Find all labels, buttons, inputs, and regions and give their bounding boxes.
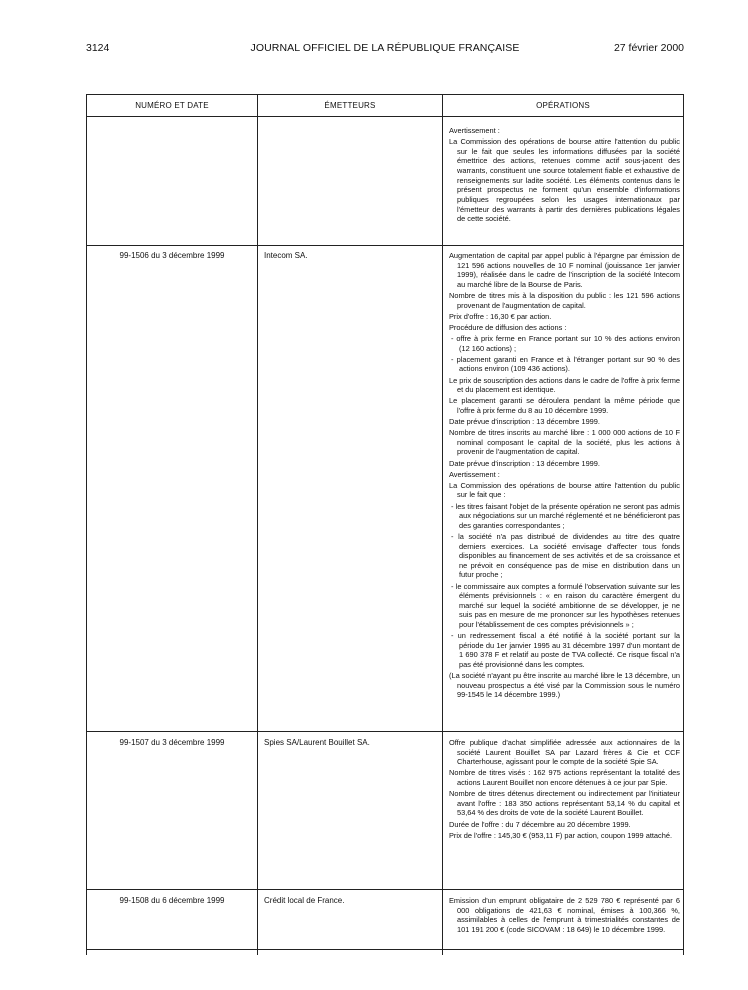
row-divider [87, 731, 683, 732]
operation-text: Augmentation de capital par appel public à l'épargne par émission de 121 596 actions nouvelles de 10 F nominal (jouissance 1er janvier 1999), réalisée dans le cadre de l'inscription de la société Intecom au marché libre de la Bourse de Paris. [449, 251, 680, 289]
page-number: 3124 [86, 42, 110, 54]
operation-text: - un redressement fiscal a été notifié à la société portant sur la période du 1er janvier 1995 au 31 décembre 1997 d'un montant de 1 690 378 F et relatif au poste de TVA collecté. Ce risque fiscal n'a pas été provisionné dans les comptes. [451, 631, 680, 669]
operation-text: Avertissement : [449, 126, 500, 135]
operations-table [86, 94, 684, 955]
operation-text: - placement garanti en France et à l'étranger portant sur 90 % des actions environ (109 436 actions). [451, 354, 680, 374]
row-divider [87, 889, 683, 890]
operation-text: Procédure de diffusion des actions : [449, 322, 567, 332]
page-header [86, 42, 684, 56]
operation-text: Le placement garanti se déroulera pendant la même période que l'offre à prix ferme du 8 au 10 décembre 1999. [449, 396, 680, 415]
operation-text: - offre à prix ferme en France portant sur 10 % des actions environ (12 160 actions) ; [451, 334, 680, 353]
operation-text: Prix de l'offre : 145,30 € (953,11 F) par action, coupon 1999 attaché. [449, 830, 672, 840]
operation-text: Le prix de souscription des actions dans le cadre de l'offre à prix ferme et du placement est identique. [449, 375, 680, 395]
header-divider [87, 116, 683, 117]
operation-text: Nombre de titres visés : 162 975 actions représentant la totalité des actions Laurent Bouillet non encore détenues à ce jour par Spie. [449, 768, 680, 787]
column-header-numero: NUMÉRO ET DATE [135, 101, 209, 110]
operation-text: Avertissement : [449, 469, 500, 479]
operation-text: Emission d'un emprunt obligataire de 2 529 780 € représenté par 6 000 obligations de 421,63 € nominal, émises à 100,366 %, assimilables à celles de l'emprunt à trimestrialités constantes de 101 191 200 € (code SICOVAM : 18 649) le 10 décembre 1999. [449, 896, 680, 934]
operation-text: Date prévue d'inscription : 13 décembre 1999. [449, 417, 600, 426]
operation-text: Prix d'offre : 16,30 € par action. [449, 311, 552, 321]
operation-text: Date prévue d'inscription : 13 décembre 1999. [449, 458, 600, 468]
issue-date: 27 février 2000 [613, 42, 684, 54]
table-row-operations [449, 738, 680, 842]
table-row-numero: 99-1508 du 6 décembre 1999 [119, 896, 225, 905]
operation-text: Nombre de titres mis à la disposition du public : les 121 596 actions provenant de l'augmentation de capital. [449, 291, 680, 310]
table-row-numero: 99-1507 du 3 décembre 1999 [119, 738, 225, 747]
table-row-operations [449, 251, 680, 702]
table-row-emetteur: Intecom SA. [264, 251, 308, 260]
operation-text: - les titres faisant l'objet de la présente opération ne seront pas admis aux négociations sur un marché réglementé et ne bénéficieront pas des garanties correspondantes ; [451, 501, 680, 530]
operation-text: La Commission des opérations de bourse attire l'attention du public sur le fait que seules les informations diffusées par la société émettrice des actions, retenues comme actif sous-jacent des warrants, constituent une source totalement fiable et exhaustive de renseignements sur ladite société. Les éléments contenus dans le présent prospectus ne forment qu'un ensemble d'informations publiques regroupées selon les usages internationaux par l'émetteur des warrants à partir des dernières publications légales de cette société. [449, 137, 680, 224]
operation-text: La Commission des opérations de bourse attire l'attention du public sur le fait que : [449, 480, 680, 500]
table-row-operations [449, 126, 680, 225]
journal-title: JOURNAL OFFICIEL DE LA RÉPUBLIQUE FRANÇAISE [250, 42, 520, 54]
table-row-operations [449, 896, 680, 936]
operation-text: (La société n'ayant pu être inscrite au marché libre le 13 décembre, un nouveau prospectus a été visé par la Commission sous le numéro 99-1545 le 14 décembre 1999.) [449, 671, 680, 700]
operation-text: Durée de l'offre : du 7 décembre au 20 décembre 1999. [449, 819, 631, 829]
operation-text: Offre publique d'achat simplifiée adressée aux actionnaires de la société Laurent Bouillet SA par Lazard frères & Cie et CCF Charterhouse, agissant pour le compte de la société Spie SA. [449, 738, 680, 767]
column-header-emetteurs: ÉMETTEURS [324, 101, 376, 110]
operation-text: - la société n'a pas distribué de dividendes au titre des quatre derniers exercices. La société envisage d'affecter tous fonds disponibles au financement de ses activités et de sa croissance et ne prévoit en conséquence pas de mise en distribution dans un futur proche ; [451, 531, 680, 580]
column-divider [257, 95, 258, 955]
table-row-emetteur: Crédit local de France. [264, 896, 345, 905]
column-header-operations: OPÉRATIONS [536, 101, 590, 110]
row-divider [87, 245, 683, 246]
operation-text: Nombre de titres inscrits au marché libre : 1 000 000 actions de 10 F nominal composant le capital de la société, plus les actions à provenir de l'augmentation de capital. [449, 428, 680, 457]
row-divider [87, 949, 683, 950]
table-row-emetteur: Spies SA/Laurent Bouillet SA. [264, 738, 370, 747]
operation-text: Nombre de titres détenus directement ou indirectement par l'initiateur avant l'offre : 183 350 actions représentant 53,14 % du capital et 53,64 % des droits de vote de la société Laurent Bouillet. [449, 789, 680, 818]
operation-text: - le commissaire aux comptes a formulé l'observation suivante sur les éléments prévisionnels : « en raison du caractère émergent du marché sur lequel la société ambitionne de se développer, je ne suis pas en mesure de me prononcer sur les hypothèses retenues pour l'établissement de ces comptes prévisionnels » ; [451, 581, 680, 629]
column-divider [442, 95, 443, 955]
table-row-numero: 99-1506 du 3 décembre 1999 [119, 251, 225, 260]
